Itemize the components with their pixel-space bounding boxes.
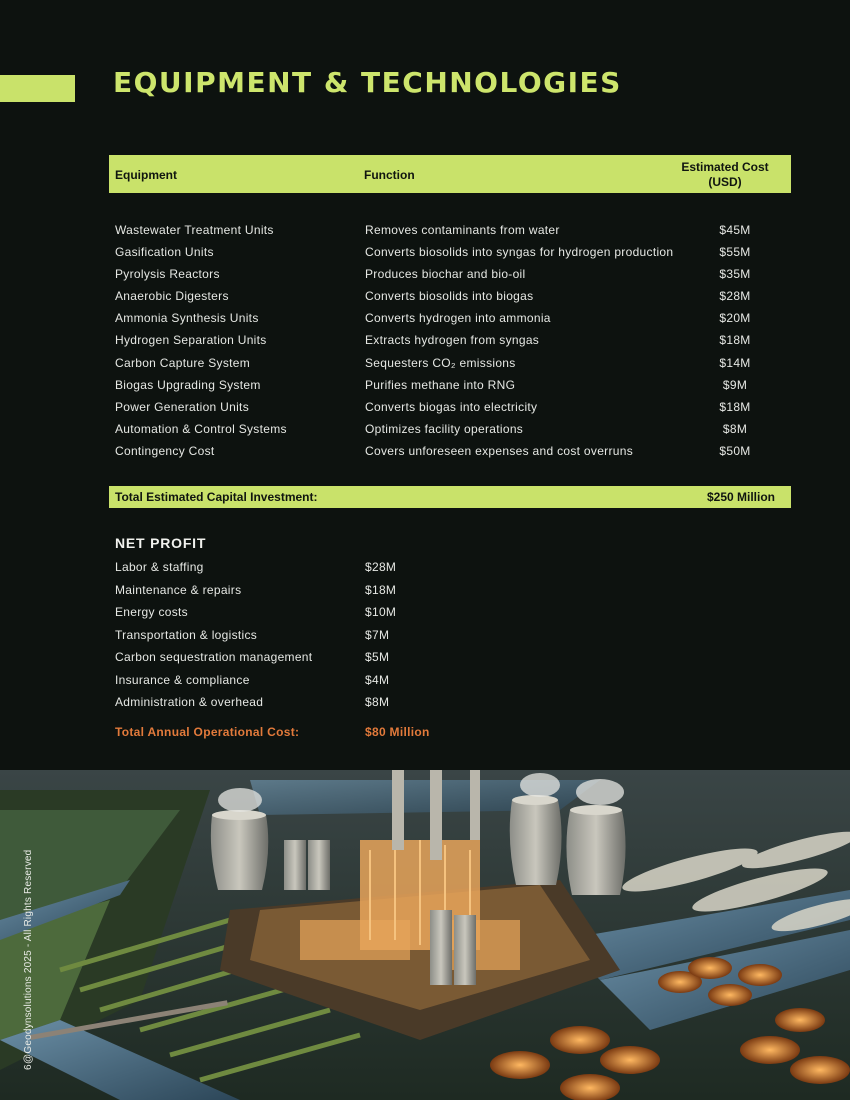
equipment-cost: $8M [722,421,748,436]
equipment-name: Pyrolysis Reactors [115,267,220,282]
equipment-cost: $28M [719,289,751,304]
operational-total-value: $80 Million [365,725,430,739]
equipment-name: Ammonia Synthesis Units [115,311,259,326]
equipment-function: Converts hydrogen into ammonia [365,311,551,326]
table-row [115,330,755,352]
equipment-function: Converts biosolids into biogas [365,289,534,304]
equipment-cost: $55M [719,245,751,260]
equipment-name: Automation & Control Systems [115,421,287,436]
equipment-name: Gasification Units [115,245,214,260]
net-profit-title: NET PROFIT [115,535,207,551]
equipment-cost: $9M [722,377,748,392]
cost-value: $5M [365,650,390,664]
accent-bar [0,75,75,102]
list-item [115,557,515,580]
cost-label: Energy costs [115,605,188,619]
capital-total-label: Total Estimated Capital Investment: [115,490,318,504]
equipment-name: Carbon Capture System [115,355,251,370]
facility-aerial-image [0,770,850,1100]
cost-value: $8M [365,695,390,709]
capital-total-bar [109,486,791,508]
list-item [115,692,515,715]
cost-value: $4M [365,672,390,687]
equipment-name: Hydrogen Separation Units [115,333,267,348]
table-row [115,242,755,264]
cost-label: Carbon sequestration management [115,650,313,664]
cost-value: $28M [365,560,397,574]
cost-label: Maintenance & repairs [115,582,242,597]
capital-total-value: $250 Million [706,490,775,504]
list-item [115,625,515,648]
list-item [115,580,515,603]
equipment-table-header [109,155,791,193]
cost-value: $7M [365,627,390,642]
table-row [115,375,755,397]
operational-total-label: Total Annual Operational Cost: [115,725,300,739]
header-cost: Estimated Cost (USD) [681,160,769,189]
table-row [115,441,755,463]
equipment-function: Sequesters CO₂ emissions [365,355,516,370]
equipment-function: Produces biochar and bio-oil [365,267,526,282]
equipment-name: Contingency Cost [115,443,215,458]
equipment-cost: $18M [719,399,751,414]
table-row [115,397,755,419]
equipment-name: Anaerobic Digesters [115,289,229,304]
header-equipment: Equipment [115,168,177,182]
equipment-function: Optimizes facility operations [365,421,524,436]
list-item [115,647,515,670]
equipment-cost: $18M [719,333,751,348]
equipment-cost: $45M [719,223,751,237]
cost-label: Insurance & compliance [115,672,250,687]
equipment-table-body [115,220,755,463]
table-row [115,220,755,242]
equipment-function: Purifies methane into RNG [365,377,516,392]
cost-label: Labor & staffing [115,560,204,574]
table-row [115,419,755,441]
equipment-function: Converts biosolids into syngas for hydrogen production [365,245,674,260]
equipment-function: Removes contaminants from water [365,223,560,237]
table-row [115,308,755,330]
equipment-cost: $50M [719,443,751,458]
equipment-name: Biogas Upgrading System [115,377,261,392]
header-function: Function [364,168,415,182]
cost-label: Transportation & logistics [115,627,258,642]
operational-total [115,725,430,739]
equipment-name: Wastewater Treatment Units [115,223,274,237]
equipment-cost: $20M [719,311,751,326]
equipment-cost: $35M [719,267,751,282]
table-row [115,286,755,308]
net-profit-list [115,557,515,715]
equipment-function: Extracts hydrogen from syngas [365,333,540,348]
page-number: 6 [23,1064,34,1070]
equipment-function: Converts biogas into electricity [365,399,538,414]
equipment-name: Power Generation Units [115,399,249,414]
equipment-cost: $14M [719,355,751,370]
page-title: EQUIPMENT & TECHNOLOGIES [113,66,622,99]
list-item [115,602,515,625]
cost-label: Administration & overhead [115,695,264,709]
table-row [115,264,755,286]
table-row [115,353,755,375]
cost-value: $10M [365,605,397,619]
list-item [115,670,515,693]
equipment-function: Covers unforeseen expenses and cost overruns [365,443,634,458]
copyright-text: @Geodynsolutions 2025 - All Rights Reserved [23,849,34,1064]
cost-value: $18M [365,582,397,597]
